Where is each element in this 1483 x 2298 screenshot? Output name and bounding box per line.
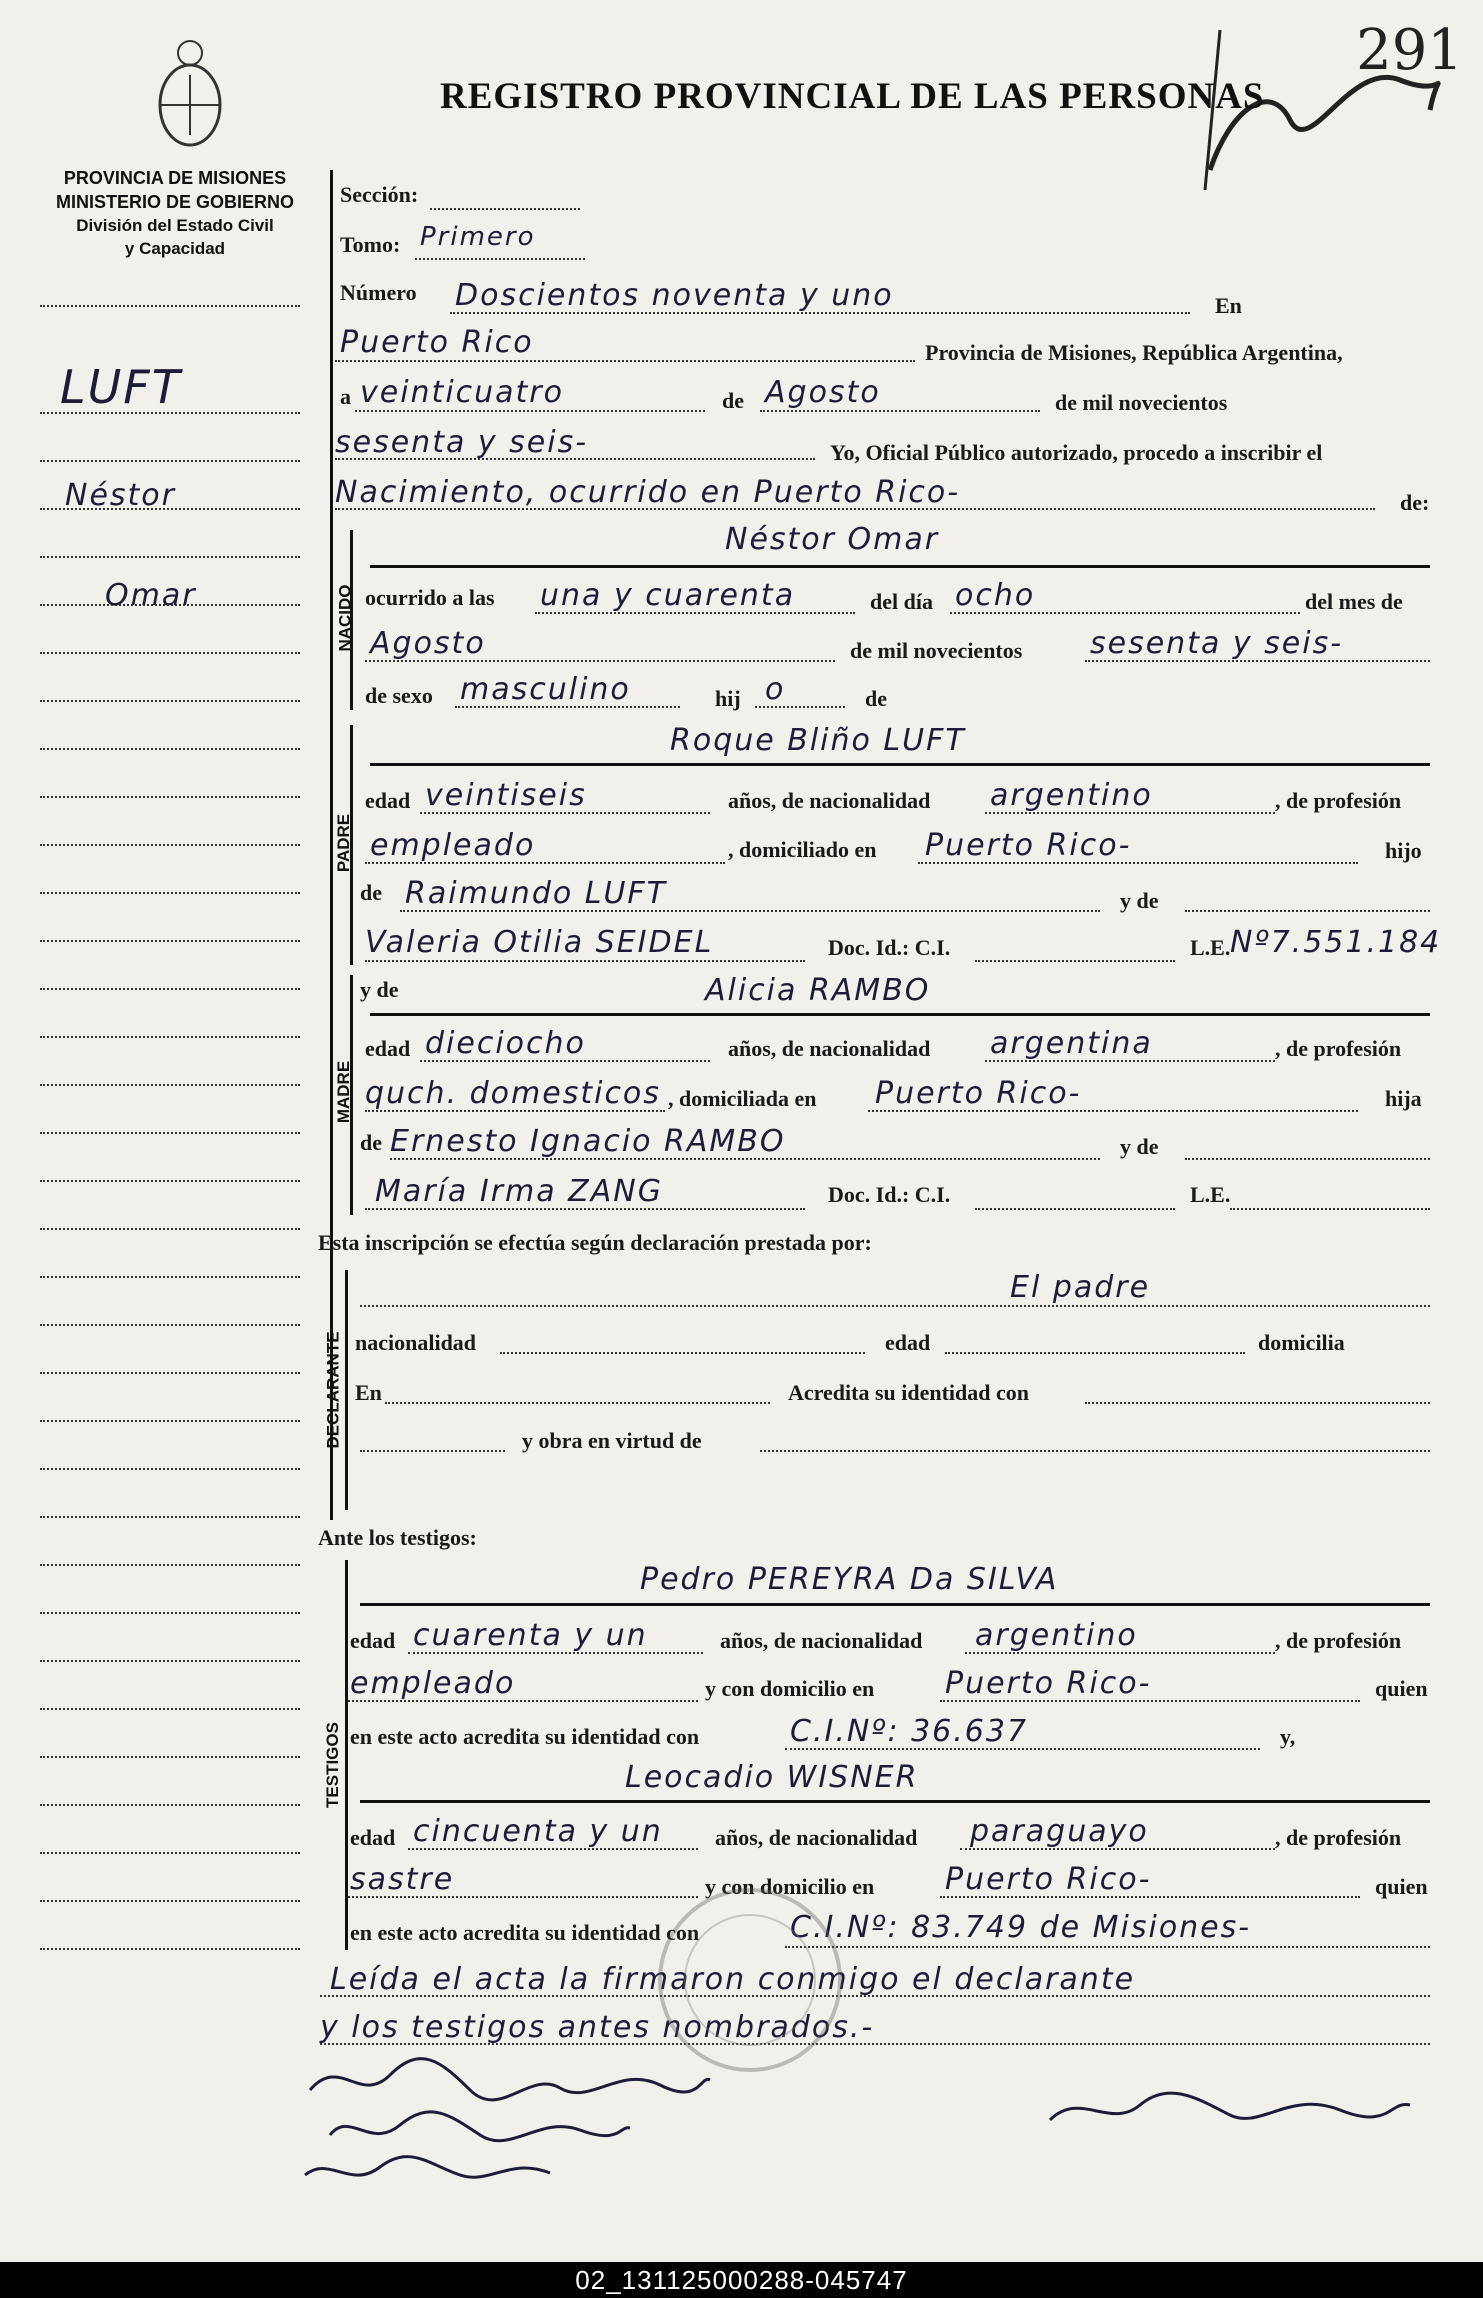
side-label-declarante: DECLARANTE [323,1331,343,1449]
label-padre-le: L.E. [1190,935,1231,960]
label-madre-profesion: , de profesión [1275,1036,1402,1061]
registry-title: REGISTRO PROVINCIAL DE LAS PERSONAS [440,76,1265,117]
declarante-nombre: El padre [1010,1270,1151,1305]
org-line-3: División del Estado Civil [76,216,274,235]
label-testigo-1-y: y, [1280,1724,1296,1749]
label-madre-le: L.E. [1190,1182,1231,1207]
label-nacionalidad: nacionalidad [355,1330,477,1355]
signature-oficial [1040,2070,1420,2150]
padre-nacionalidad: argentino [990,778,1153,813]
label-testigo-1-profesion: , de profesión [1275,1628,1402,1653]
margin-first-name: Néstor [65,478,176,513]
label-de-hij: de [865,686,887,711]
footer-bar [0,2262,1483,2298]
value-mes: Agosto [765,375,881,410]
page-number: 291 [1356,18,1463,83]
label-madre-y-de: y de [360,977,399,1002]
label-yo: Yo, Oficial Público autorizado, procedo a inscribir el [830,440,1323,465]
label-testigo-1-acto: en este acto acredita su identidad con [350,1724,700,1749]
value-nombre: Néstor Omar [725,522,940,557]
madre-profesion: quch. domesticos [365,1076,661,1111]
label-de-mes: de [722,388,744,413]
footer-code: 02_131125000288-045747 [575,2265,908,2295]
label-de-sexo: de sexo [365,683,433,708]
label-testigo-2-profesion: , de profesión [1275,1825,1402,1850]
madre-nacionalidad: argentina [990,1026,1153,1061]
margin-second-name: Omar [105,578,197,613]
padre-domicilio: Puerto Rico- [925,828,1132,863]
testigo-2-identidad: C.I.Nº: 83.749 de Misiones- [790,1910,1252,1945]
official-seal-stamp [650,1880,850,2080]
value-acto: Nacimiento, ocurrido en Puerto Rico- [335,475,961,510]
label-testigo-2-anos: años, de nacionalidad [715,1825,918,1850]
label-seccion: Sección: [340,182,419,207]
label-tomo: Tomo: [340,232,401,257]
label-de-mil-novecientos: de mil novecientos [850,638,1023,663]
label-testigo-1-edad: edad [350,1628,396,1653]
org-line-4: y Capacidad [124,239,226,258]
padre-le: Nº7.551.184 [1230,925,1442,960]
label-padre-hijo: hijo [1385,838,1422,863]
label-edad-declarante: edad [885,1330,931,1355]
testigo-2-edad: cincuenta y un [413,1814,663,1849]
label-hij: hij [715,686,741,711]
testigo-1-domicilio: Puerto Rico- [945,1666,1152,1701]
label-ocurrido: ocurrido a las [365,585,495,610]
label-del-mes: del mes de [1305,589,1403,614]
label-padre-profesion: , de profesión [1275,788,1402,813]
label-del-dia: del día [870,589,933,614]
closing-line-1: Leída el acta la firmaron conmigo el declarante [330,1962,1136,1997]
label-madre-anos: años, de nacionalidad [728,1036,931,1061]
testigo-1-profesion: empleado [350,1666,516,1701]
label-testigo-1-anos: años, de nacionalidad [720,1628,923,1653]
label-domicilia: domicilia [1258,1330,1345,1355]
madre-madre: María Irma ZANG [375,1174,663,1209]
padre-padre: Raimundo LUFT [405,876,668,911]
label-padre-de: de [360,880,382,905]
label-padre-edad: edad [365,788,411,813]
label-obra: y obra en virtud de [522,1428,702,1453]
form-left-border [330,170,333,1520]
testigo-1-nacionalidad: argentino [975,1618,1138,1653]
testigo-1-nombre: Pedro PEREYRA Da SILVA [640,1562,1059,1597]
madre-edad: dieciocho [425,1026,586,1061]
label-de-colon: de: [1400,490,1430,515]
label-padre-y-de: y de [1120,888,1159,913]
testigo-1-edad: cuarenta y un [413,1618,648,1653]
value-lugar: Puerto Rico [340,325,534,360]
label-testigo-2-domicilio: y con domicilio en [705,1874,875,1899]
closing-line-2: y los testigos antes nombrados.- [320,2010,875,2045]
value-numero: Doscientos noventa y uno [455,278,894,313]
value-mes-nacimiento: Agosto [370,626,486,661]
label-declaracion: Esta inscripción se efectúa según declaración prestada por: [318,1230,872,1255]
testigo-2-domicilio: Puerto Rico- [945,1862,1152,1897]
madre-padre: Ernesto Ignacio RAMBO [390,1124,786,1159]
side-label-nacido: NACIDO [335,584,355,652]
testigo-2-nacionalidad: paraguayo [970,1814,1149,1849]
org-line-2: MINISTERIO DE GOBIERNO [55,192,295,212]
label-madre-de: de [360,1130,382,1155]
label-en: En [1215,293,1242,318]
label-madre-edad: edad [365,1036,411,1061]
label-testigo-1-domicilio: y con domicilio en [705,1676,875,1701]
label-padre-doc: Doc. Id.: C.I. [828,935,951,960]
padre-madre: Valeria Otilia SEIDEL [365,925,714,960]
label-padre-anos: años, de nacionalidad [728,788,931,813]
org-line-1: PROVINCIA DE MISIONES [63,168,287,188]
value-sexo: masculino [460,672,631,707]
org-header [40,168,310,259]
side-label-madre: MADRE [334,1060,354,1124]
value-dia-nacimiento: ocho [955,578,1036,613]
value-hij-suffix: o [765,672,786,707]
testigos-border [345,1560,348,1950]
padre-edad: veintiseis [425,778,587,813]
label-madre-doc: Doc. Id.: C.I. [828,1182,951,1207]
coat-of-arms-emblem [150,35,230,155]
label-testigo-2-acto: en este acto acredita su identidad con [350,1920,700,1945]
label-acredita: Acredita su identidad con [788,1380,1030,1405]
label-madre-y-de-2: y de [1120,1134,1159,1159]
madre-nombre: Alicia RAMBO [705,973,931,1008]
value-tomo: Primero [420,222,536,252]
label-madre-hija: hija [1385,1086,1422,1111]
label-a: a [340,384,351,409]
padre-profesion: empleado [370,828,536,863]
madre-domicilio: Puerto Rico- [875,1076,1082,1111]
label-testigo-1-quien: quien [1375,1676,1428,1701]
label-padre-domiciliado: , domiciliado en [728,837,877,862]
testigo-1-identidad: C.I.Nº: 36.637 [790,1714,1029,1749]
label-madre-domiciliada: , domiciliada en [668,1086,817,1111]
signature-testigo-2 [300,2145,580,2195]
testigo-2-nombre: Leocadio WISNER [625,1760,919,1795]
label-numero: Número [340,280,417,305]
label-mil-novecientos: de mil novecientos [1055,390,1228,415]
padre-nombre: Roque Bliño LUFT [670,723,966,758]
label-testigo-2-quien: quien [1375,1874,1428,1899]
side-label-testigos: TESTIGOS [322,1722,342,1808]
value-hora: una y cuarenta [540,578,796,613]
side-label-padre: PADRE [334,813,354,873]
value-anio-nacimiento: sesenta y seis- [1090,626,1344,661]
label-provincia: Provincia de Misiones, República Argentina, [925,340,1343,365]
label-testigo-2-edad: edad [350,1825,396,1850]
label-ante-testigos: Ante los testigos: [318,1525,477,1550]
label-en-declarante: En [355,1380,382,1405]
testigo-2-profesion: sastre [350,1862,455,1897]
margin-surname: LUFT [60,360,182,414]
value-anio: sesenta y seis- [335,425,589,460]
declarante-border [345,1270,348,1510]
value-dia: veinticuatro [360,375,564,410]
